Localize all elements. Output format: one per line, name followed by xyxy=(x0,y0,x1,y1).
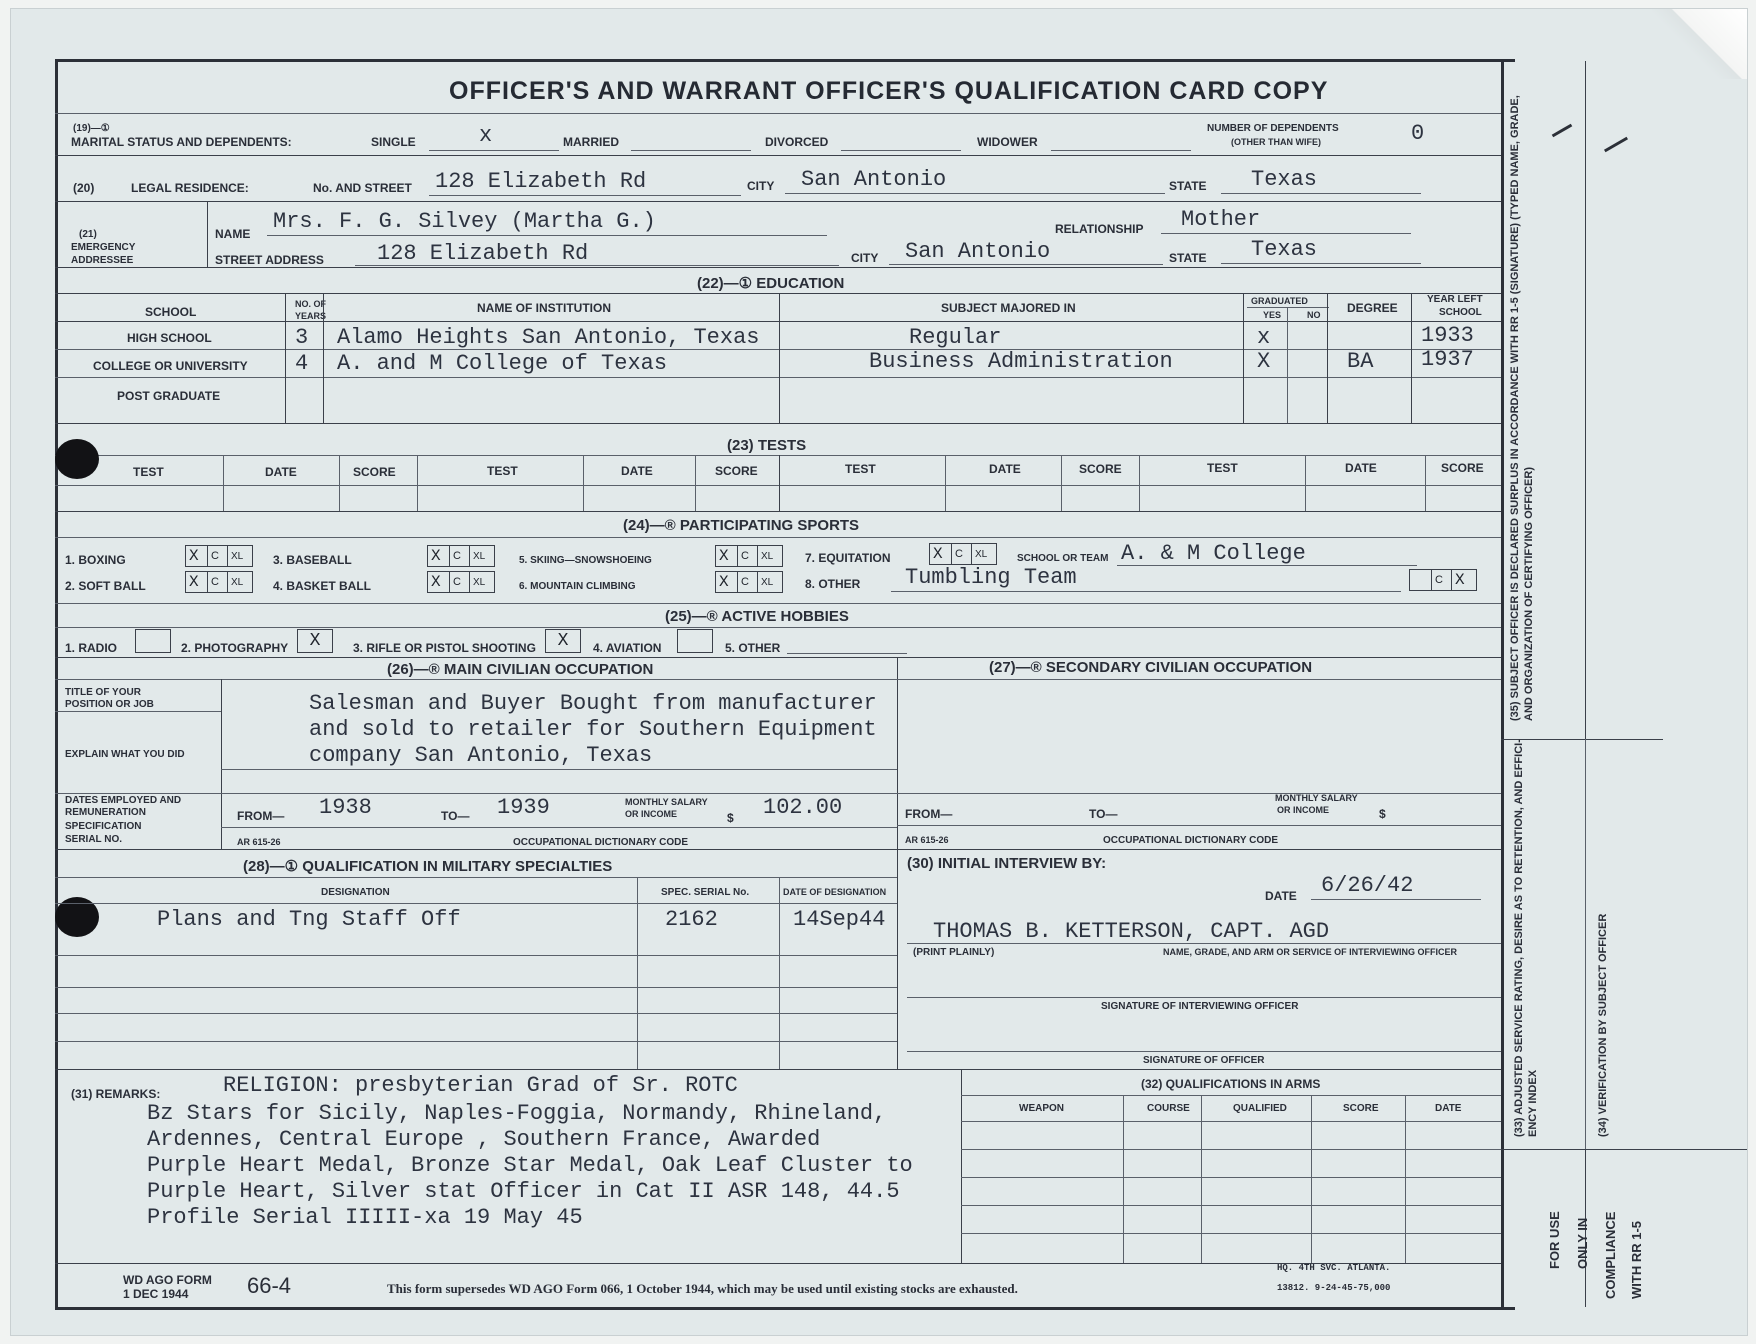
edu-row2-subject: Business Administration xyxy=(869,349,1173,374)
sec-salary-sign: $ xyxy=(1379,807,1386,821)
emergency-state: Texas xyxy=(1251,237,1318,262)
remarks-line1: RELIGION: presbyterian Grad of Sr. ROTC xyxy=(223,1073,738,1098)
sec-salary-label2: OR INCOME xyxy=(1277,805,1330,815)
sport-boxing: 1. BOXING xyxy=(65,553,126,567)
dependents-label: NUMBER OF DEPENDENTS xyxy=(1207,123,1339,134)
test1-label: TEST xyxy=(133,465,164,479)
edu-col-years1: NO. OF xyxy=(295,299,326,309)
test2-score: SCORE xyxy=(715,464,758,478)
edu-col-graduated: GRADUATED xyxy=(1251,296,1308,306)
residence-num: (20) xyxy=(73,181,95,195)
edu-row1-yes: x xyxy=(1257,325,1271,350)
sport-climbing: 6. MOUNTAIN CLIMBING xyxy=(519,581,636,592)
sports-header: (24)—® PARTICIPATING SPORTS xyxy=(623,517,860,534)
test3-date: DATE xyxy=(989,462,1021,476)
footer-form-number: 66-4 xyxy=(247,1273,292,1298)
qualification-card xyxy=(10,8,1748,1336)
footer-supersedes: This form supersedes WD AGO Form 066, 1 October 1944, which may be used until existing stocks are exhausted. xyxy=(387,1281,1018,1296)
aviation-box xyxy=(677,629,713,653)
basketball-box: X C XL xyxy=(427,571,495,593)
school-team-label: SCHOOL OR TEAM xyxy=(1017,553,1109,564)
main-occ-header: (26)—® MAIN CIVILIAN OCCUPATION xyxy=(387,661,654,678)
divorced-label: DIVORCED xyxy=(765,135,829,149)
edu-row3-school: POST GRADUATE xyxy=(117,389,221,403)
punch-hole-top xyxy=(55,439,99,479)
dates-label2: REMUNERATION xyxy=(65,807,146,818)
remarks-line3: Ardennes, Central Europe , Southern France, Awarded xyxy=(147,1127,821,1152)
sport-skiing: 5. SKIING—SNOWSHOEING xyxy=(519,555,652,566)
salary-label2: OR INCOME xyxy=(625,809,678,819)
emergency-street-label: STREET ADDRESS xyxy=(215,253,324,267)
spec-serial-value: 2162 xyxy=(665,907,718,932)
side-34: (34) VERIFICATION BY SUBJECT OFFICER xyxy=(1597,913,1609,1137)
hobby-aviation: 4. AVIATION xyxy=(593,641,662,655)
interview-header: (30) INITIAL INTERVIEW BY: xyxy=(907,855,1107,872)
edu-col-years2: YEARS xyxy=(295,311,327,321)
frame-main-right xyxy=(1501,59,1504,1309)
arms-header: (32) QUALIFICATIONS IN ARMS xyxy=(1141,1077,1321,1091)
edu-row2-years: 4 xyxy=(295,351,309,376)
test1-date: DATE xyxy=(265,465,297,479)
frame-bottom xyxy=(55,1307,1515,1310)
edu-col-yearleft1: YEAR LEFT xyxy=(1427,294,1483,305)
occ-line1: Salesman and Buyer Bought from manufacturer xyxy=(309,691,877,716)
sec-to-label: TO— xyxy=(1089,807,1118,821)
edu-col-degree: DEGREE xyxy=(1347,301,1398,315)
footer-form1: WD AGO FORM xyxy=(123,1273,212,1287)
sport-softball: 2. SOFT BALL xyxy=(65,579,146,593)
salary-sign: $ xyxy=(727,811,734,825)
side-33b: ENCY INDEX xyxy=(1527,1069,1539,1137)
residence-state-label: STATE xyxy=(1169,179,1207,193)
marital-label: MARITAL STATUS AND DEPENDENTS: xyxy=(71,135,292,149)
single-label: SINGLE xyxy=(371,135,416,149)
rifle-box: X xyxy=(545,629,581,653)
remarks-label: (31) REMARKS: xyxy=(71,1087,161,1101)
main-dict-code: OCCUPATIONAL DICTIONARY CODE xyxy=(513,837,689,848)
dates-label1: DATES EMPLOYED AND xyxy=(65,795,182,806)
test4-label: TEST xyxy=(1207,461,1238,475)
sec-ar: AR 615-26 xyxy=(905,835,949,845)
remarks-line2: Bz Stars for Sicily, Naples-Foggia, Normandy, Rhineland, xyxy=(147,1101,887,1126)
side-35b: AND ORGANIZATION OF CERTIFYING OFFICER) xyxy=(1523,466,1535,721)
emergency-street: 128 Elizabeth Rd xyxy=(377,241,589,266)
edu-col-yes: YES xyxy=(1263,310,1282,320)
pencil-mark-2 xyxy=(1604,137,1628,153)
footer-hq2: 13812. 9-24-45-75,000 xyxy=(1277,1283,1391,1293)
other-sport-box: C X xyxy=(1409,569,1477,591)
hobby-other: 5. OTHER xyxy=(725,641,781,655)
sec-salary-label1: MONTHLY SALARY xyxy=(1275,793,1358,803)
single-value: x xyxy=(479,123,493,148)
edu-row2-yes: X xyxy=(1257,349,1271,374)
interview-date-label: DATE xyxy=(1265,889,1297,903)
arms-date: DATE xyxy=(1435,1103,1462,1114)
occ-line2: and sold to retailer for Southern Equipment xyxy=(309,717,877,742)
print-plainly: (PRINT PLAINLY) xyxy=(913,947,995,958)
edu-row1-name: Alamo Heights San Antonio, Texas xyxy=(337,325,760,350)
spec-serial-label: SPEC. SERIAL No. xyxy=(661,887,750,898)
folded-corner xyxy=(1652,9,1747,79)
sport-other: 8. OTHER xyxy=(805,577,861,591)
date-designation-value: 14Sep44 xyxy=(793,907,886,932)
sig-interviewer-label: SIGNATURE OF INTERVIEWING OFFICER xyxy=(1101,1001,1299,1012)
emergency-label2: ADDRESSEE xyxy=(71,255,134,266)
hobbies-header: (25)—® ACTIVE HOBBIES xyxy=(665,608,849,625)
climbing-box: X C XL xyxy=(715,571,783,593)
sec-from-label: FROM— xyxy=(905,807,953,821)
edu-row1-years: 3 xyxy=(295,325,309,350)
boxing-box: X C XL xyxy=(185,545,253,567)
military-header: (28)—① QUALIFICATION IN MILITARY SPECIALTIES xyxy=(243,858,613,875)
test4-date: DATE xyxy=(1345,461,1377,475)
edu-row1-year: 1933 xyxy=(1421,323,1474,348)
emergency-name-label: NAME xyxy=(215,227,251,241)
baseball-box: X C XL xyxy=(427,545,495,567)
emergency-num: (21) xyxy=(79,229,97,240)
hobby-photography: 2. PHOTOGRAPHY xyxy=(181,641,289,655)
test2-label: TEST xyxy=(487,464,518,478)
edu-col-no: NO xyxy=(1307,310,1321,320)
arms-qualified: QUALIFIED xyxy=(1233,1103,1287,1114)
pencil-mark-1 xyxy=(1552,124,1573,138)
residence-street: 128 Elizabeth Rd xyxy=(435,169,647,194)
sport-basketball: 4. BASKET BALL xyxy=(273,579,372,593)
to-label: TO— xyxy=(441,809,470,823)
date-designation-label: DATE OF DESIGNATION xyxy=(783,887,887,897)
emergency-name: Mrs. F. G. Silvey (Martha G.) xyxy=(273,209,656,234)
equitation-box: X C XL xyxy=(929,543,997,565)
spec-label2: SERIAL NO. xyxy=(65,834,123,845)
dependents-value: 0 xyxy=(1411,121,1425,146)
education-header: (22)—① EDUCATION xyxy=(697,275,845,292)
skiing-box: X C XL xyxy=(715,545,783,567)
relationship-label: RELATIONSHIP xyxy=(1055,222,1144,236)
side-use2: ONLY IN xyxy=(1575,1217,1590,1269)
title-label1: TITLE OF YOUR xyxy=(65,687,141,698)
tests-header: (23) TESTS xyxy=(727,437,807,454)
edu-row2-year: 1937 xyxy=(1421,347,1474,372)
edu-col-school: SCHOOL xyxy=(145,305,197,319)
to-value: 1939 xyxy=(497,795,550,820)
footer-form2: 1 DEC 1944 xyxy=(123,1287,189,1301)
test3-label: TEST xyxy=(845,462,876,476)
form-title: OFFICER'S AND WARRANT OFFICER'S QUALIFICATION CARD COPY xyxy=(449,77,1329,105)
hobby-radio: 1. RADIO xyxy=(65,641,118,655)
edu-row2-name: A. and M College of Texas xyxy=(337,351,668,376)
occ-line3: company San Antonio, Texas xyxy=(309,743,653,768)
side-use4: WITH RR 1-5 xyxy=(1629,1221,1644,1299)
interview-officer: THOMAS B. KETTERSON, CAPT. AGD xyxy=(933,919,1330,944)
remarks-line6: Profile Serial IIIII-xa 19 May 45 xyxy=(147,1205,583,1230)
secondary-occ-header: (27)—® SECONDARY CIVILIAN OCCUPATION xyxy=(989,659,1313,676)
test2-date: DATE xyxy=(621,464,653,478)
residence-city: San Antonio xyxy=(801,167,947,192)
salary-label1: MONTHLY SALARY xyxy=(625,797,708,807)
sec-dict-code: OCCUPATIONAL DICTIONARY CODE xyxy=(1103,835,1279,846)
emergency-label1: EMERGENCY xyxy=(71,242,136,253)
sport-equitation: 7. EQUITATION xyxy=(805,551,891,565)
emergency-state-label: STATE xyxy=(1169,251,1207,265)
residence-label: LEGAL RESIDENCE: xyxy=(131,181,249,195)
edu-col-yearleft2: SCHOOL xyxy=(1439,307,1482,318)
softball-box: X C XL xyxy=(185,571,253,593)
side-use3: COMPLIANCE xyxy=(1603,1211,1618,1299)
designation-label: DESIGNATION xyxy=(321,887,390,898)
remarks-line5: Purple Heart, Silver stat Officer in Cat II ASR 148, 44.5 xyxy=(147,1179,900,1204)
emergency-city-label: CITY xyxy=(851,251,879,265)
edu-col-subject: SUBJECT MAJORED IN xyxy=(941,301,1076,315)
photography-box: X xyxy=(297,629,333,653)
title-label2: POSITION OR JOB xyxy=(65,699,154,710)
frame-top xyxy=(55,59,1515,62)
explain-label: EXPLAIN WHAT YOU DID xyxy=(65,749,185,760)
edu-row1-school: HIGH SCHOOL xyxy=(127,331,212,345)
married-label: MARRIED xyxy=(563,135,619,149)
arms-weapon: WEAPON xyxy=(1019,1103,1064,1114)
edu-row1-subject: Regular xyxy=(909,325,1002,350)
sport-other-value: Tumbling Team xyxy=(905,565,1077,590)
spec-label1: SPECIFICATION xyxy=(65,821,142,832)
interview-date: 6/26/42 xyxy=(1321,873,1414,898)
test4-score: SCORE xyxy=(1441,461,1484,475)
marital-num: (19)—① xyxy=(73,123,110,134)
radio-box xyxy=(135,629,171,653)
arms-score: SCORE xyxy=(1343,1103,1379,1114)
salary-value: 102.00 xyxy=(763,795,843,820)
main-ar: AR 615-26 xyxy=(237,837,281,847)
emergency-city: San Antonio xyxy=(905,239,1051,264)
from-label: FROM— xyxy=(237,809,285,823)
designation-value: Plans and Tng Staff Off xyxy=(157,907,461,932)
sig-officer-label: SIGNATURE OF OFFICER xyxy=(1143,1055,1265,1066)
test1-score: SCORE xyxy=(353,465,396,479)
widower-label: WIDOWER xyxy=(977,135,1038,149)
side-33: (33) ADJUSTED SERVICE RATING, DESIRE AS TO RETENTION, AND EFFICI- xyxy=(1513,739,1525,1137)
edu-col-name: NAME OF INSTITUTION xyxy=(477,301,611,315)
residence-state: Texas xyxy=(1251,167,1318,192)
residence-city-label: CITY xyxy=(747,179,775,193)
school-team-value: A. & M College xyxy=(1121,541,1306,566)
arms-course: COURSE xyxy=(1147,1103,1190,1114)
dependents-sub: (OTHER THAN WIFE) xyxy=(1231,137,1321,147)
from-value: 1938 xyxy=(319,795,372,820)
edu-row2-school: COLLEGE OR UNIVERSITY xyxy=(93,359,248,373)
side-35: (35) SUBJECT OFFICER IS DECLARED SURPLUS IN ACCORDANCE WITH RR 1-5 (SIGNATURE) (TYPED NAME, GRADE, xyxy=(1509,95,1521,721)
hobby-rifle: 3. RIFLE OR PISTOL SHOOTING xyxy=(353,641,536,655)
test3-score: SCORE xyxy=(1079,462,1122,476)
edu-row2-degree: BA xyxy=(1347,349,1374,374)
frame-left xyxy=(55,59,58,1309)
residence-street-label: No. AND STREET xyxy=(313,181,412,195)
side-use1: FOR USE xyxy=(1547,1211,1562,1269)
relationship-value: Mother xyxy=(1181,207,1261,232)
interviewer-name-label: NAME, GRADE, AND ARM OR SERVICE OF INTERVIEWING OFFICER xyxy=(1163,947,1458,957)
remarks-line4: Purple Heart Medal, Bronze Star Medal, Oak Leaf Cluster to xyxy=(147,1153,913,1178)
sport-baseball: 3. BASEBALL xyxy=(273,553,352,567)
footer-hq1: HQ. 4TH SVC. ATLANTA. xyxy=(1277,1263,1391,1273)
